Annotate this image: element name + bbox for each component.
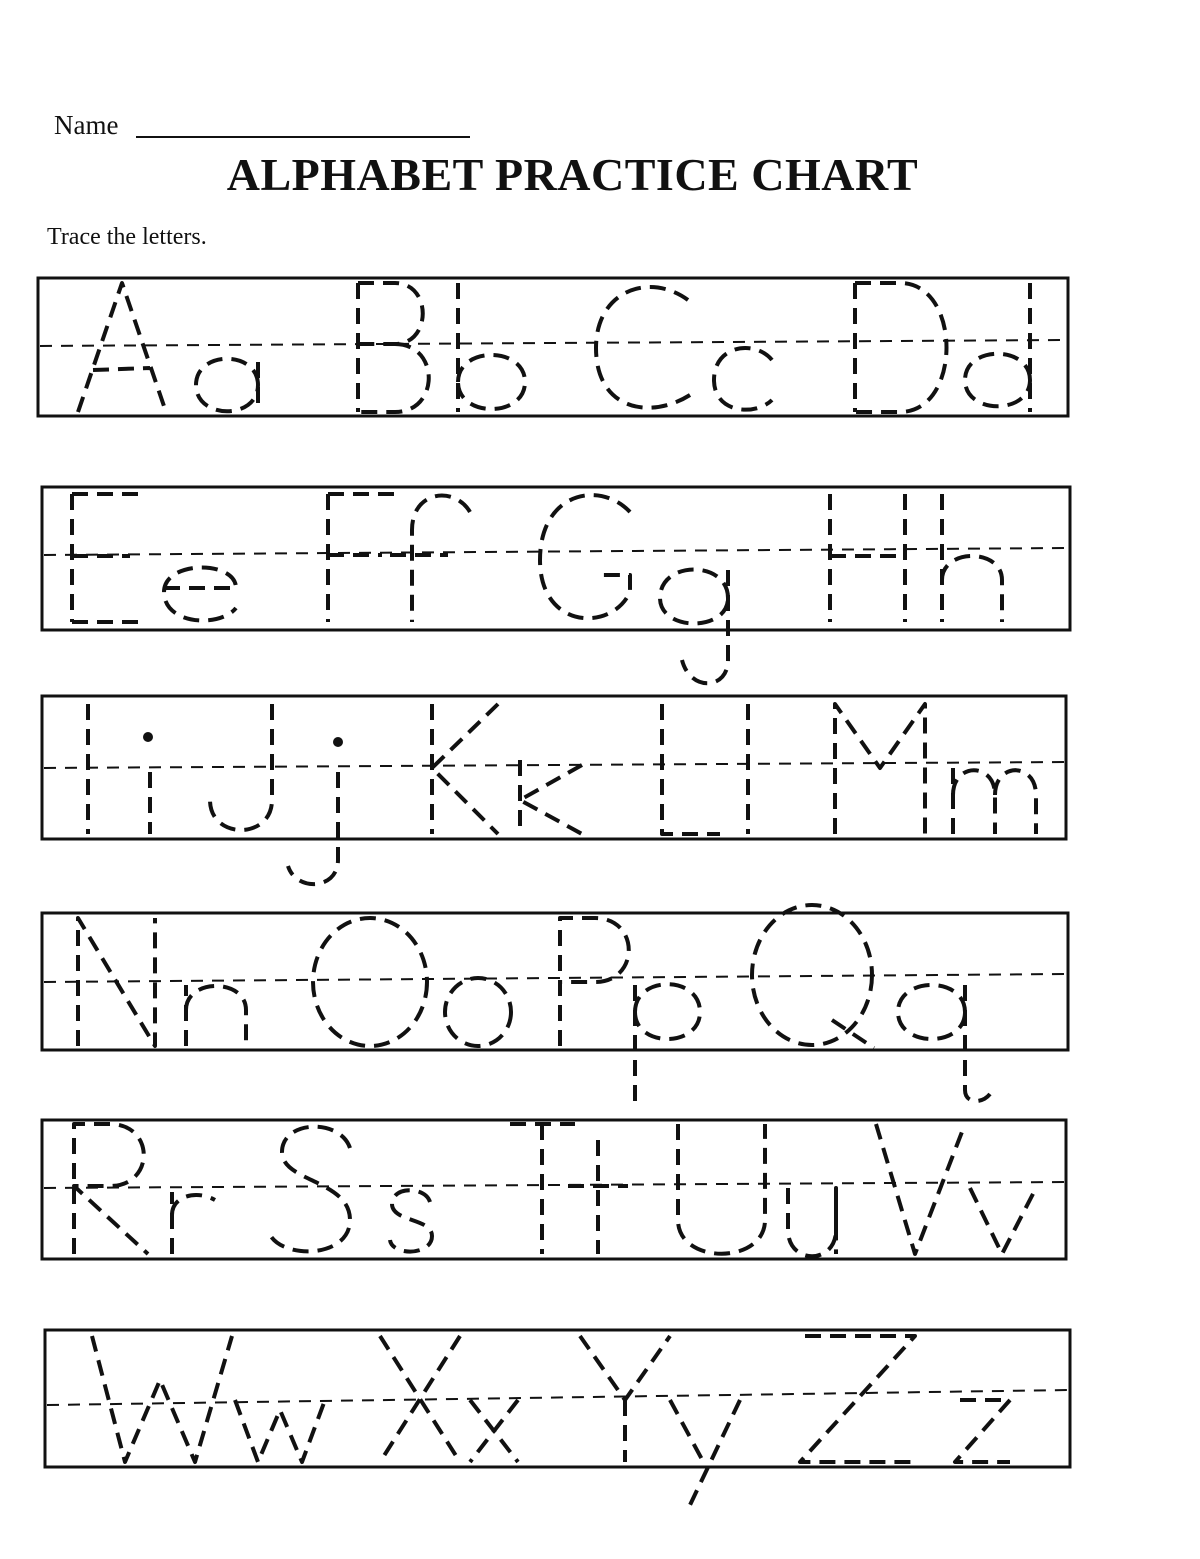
row-4-midline xyxy=(44,974,1066,982)
letter-Oo[interactable] xyxy=(313,918,511,1046)
letter-Kk[interactable] xyxy=(432,704,582,834)
letter-Ll[interactable] xyxy=(662,704,748,834)
letter-Mm[interactable] xyxy=(835,704,1036,834)
row-2-midline xyxy=(44,548,1068,555)
instruction-text: Trace the letters. xyxy=(47,224,207,250)
letter-Pp[interactable] xyxy=(560,918,700,1110)
row-1-midline xyxy=(40,340,1066,346)
letter-Ee[interactable] xyxy=(72,494,236,622)
letter-Tt[interactable] xyxy=(510,1124,628,1254)
letter-Ss[interactable] xyxy=(268,1127,432,1252)
practice-row-4 xyxy=(42,905,1068,1110)
row-6-midline xyxy=(47,1390,1068,1405)
letter-Dd[interactable] xyxy=(855,283,1030,412)
name-label: Name xyxy=(54,110,119,140)
letter-Ww[interactable] xyxy=(92,1336,325,1462)
letter-Bb[interactable] xyxy=(358,283,525,412)
row-5-frame xyxy=(42,1120,1066,1259)
letter-Rr[interactable] xyxy=(74,1124,215,1254)
letter-Jj[interactable] xyxy=(210,704,343,884)
letter-Cc[interactable] xyxy=(596,287,772,410)
letter-Ii[interactable] xyxy=(88,704,153,834)
worksheet-title: ALPHABET PRACTICE CHART xyxy=(226,149,919,200)
row-1-frame xyxy=(38,278,1068,416)
letter-Qq[interactable] xyxy=(752,905,990,1101)
letter-Hh[interactable] xyxy=(830,494,1002,622)
letter-Uu[interactable] xyxy=(678,1124,836,1256)
letter-Vv[interactable] xyxy=(876,1124,1036,1254)
practice-row-5 xyxy=(42,1120,1066,1259)
letter-Zz[interactable] xyxy=(800,1336,1010,1462)
practice-row-1 xyxy=(38,278,1068,416)
letter-Ff[interactable] xyxy=(328,494,470,622)
letter-Gg[interactable] xyxy=(540,495,728,683)
row-5-midline xyxy=(44,1182,1064,1188)
practice-row-3 xyxy=(42,696,1066,884)
practice-row-6 xyxy=(45,1330,1070,1505)
letter-Aa[interactable] xyxy=(78,283,258,412)
letter-Yy[interactable] xyxy=(580,1336,740,1505)
row-3-midline xyxy=(44,762,1064,768)
practice-row-2 xyxy=(42,487,1070,683)
letter-Nn[interactable] xyxy=(78,918,246,1046)
